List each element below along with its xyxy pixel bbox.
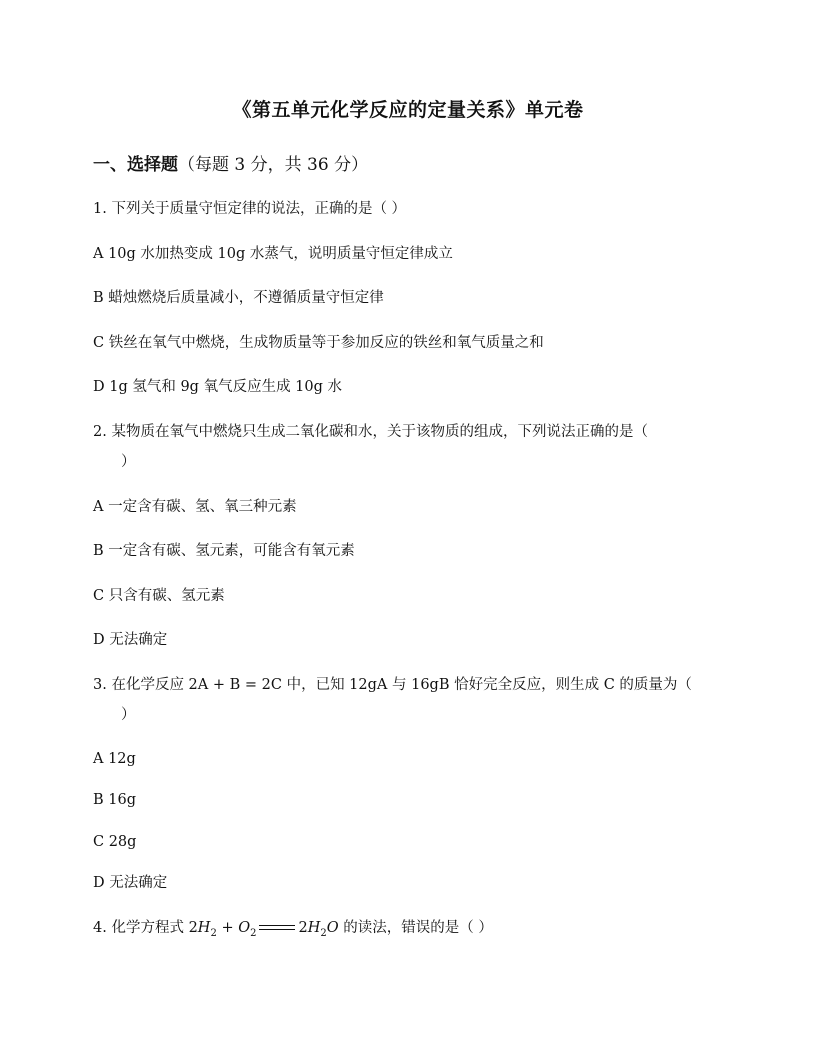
question-2-option-a: A 一定含有碳、氢、氧三种元素 <box>93 499 297 515</box>
chemical-equation: $2H_2 + O_2$ $2H_2O$ <box>188 920 339 939</box>
question-3-option-d: D 无法确定 <box>93 875 168 891</box>
question-3-option-a: A 12g <box>93 751 136 767</box>
question-1-option-a: A 10g 水加热变成 10g 水蒸气，说明质量守恒定律成立 <box>93 246 453 262</box>
question-2-option-d: D 无法确定 <box>93 632 168 648</box>
question-4-suffix: 的读法，错误的是（ ） <box>343 920 493 936</box>
section-heading <box>93 150 368 175</box>
section-title: 一、选择题 <box>93 155 178 175</box>
question-2-stem: 2. 某物质在氧气中燃烧只生成二氧化碳和水，关于该物质的组成，下列说法正确的是（ <box>93 424 648 440</box>
question-3-stem: 3. 在化学反应 2A + B = 2C 中，已知 12gA 与 16gB 恰好完全反应，则生成 C 的质量为（ <box>93 677 692 693</box>
page-title: 《第五单元化学反应的定量关系》单元卷 <box>232 99 584 121</box>
question-4-stem <box>93 918 493 944</box>
question-1-option-c: C 铁丝在氧气中燃烧，生成物质量等于参加反应的铁丝和氧气质量之和 <box>93 335 544 351</box>
question-3-option-b: B 16g <box>93 792 136 808</box>
question-3-option-c: C 28g <box>93 834 137 850</box>
question-1-option-b: B 蜡烛燃烧后质量减小，不遵循质量守恒定律 <box>93 290 384 306</box>
question-2-option-c: C 只含有碳、氢元素 <box>93 588 225 604</box>
question-2-stem-continued: ） <box>121 454 136 470</box>
equals-arrow <box>259 924 295 932</box>
question-2-option-b: B 一定含有碳、氢元素，可能含有氧元素 <box>93 543 355 559</box>
question-4-prefix: 4. 化学方程式 <box>93 920 184 936</box>
question-1-stem: 1. 下列关于质量守恒定律的说法，正确的是（ ） <box>93 201 407 217</box>
section-note: （每题 3 分，共 36 分） <box>178 155 369 175</box>
question-1-option-d: D 1g 氢气和 9g 氧气反应生成 10g 水 <box>93 379 343 395</box>
question-3-stem-continued: ） <box>121 707 136 723</box>
